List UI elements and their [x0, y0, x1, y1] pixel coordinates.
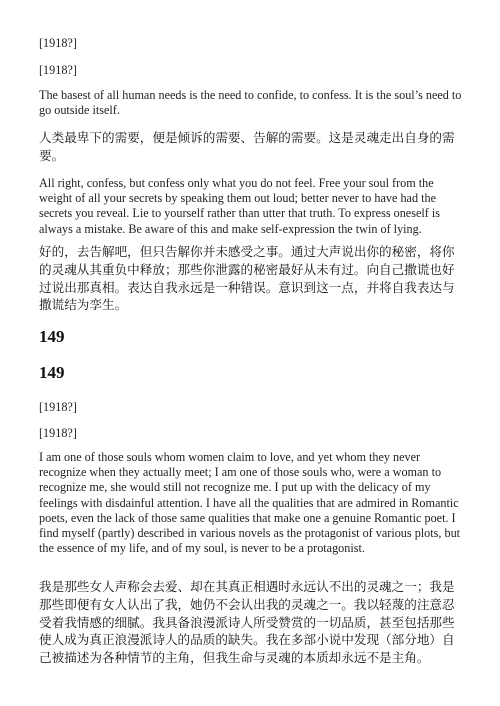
section-number: 149 [39, 327, 65, 346]
entry-date: [1918?] [39, 36, 77, 50]
paragraph-english: The basest of all human needs is the need to confide, to confess. It is the soul’s need to go outside itself. [39, 88, 462, 118]
entry-date: [1918?] [39, 63, 77, 77]
entry-date: [1918?] [39, 400, 77, 414]
paragraph-chinese: 好的，去告解吧，但只告解你并未感受之事。通过大声说出你的秘密，将你的灵魂从其重负中释放；那些你泄露的秘密最好从未有过。向自己撒谎也好过说出那真相。表达自我永远是一种错误。意识到这一点，并将自我表达与撒谎结为孪生。 [39, 244, 455, 313]
section-number: 149 [39, 363, 65, 382]
paragraph-chinese: 我是那些女人声称会去爱、却在其真正相遇时永远认不出的灵魂之一；我是那些即便有女人认出了我，她仍不会认出我的灵魂之一。我以轻蔑的注意忍受着我情感的细腻。我具备浪漫派诗人所受赞赏的一切品质，甚至包括那些使人成为真正浪漫派诗人的品质的缺失。我在多部小说中发现（部分地）自己被描述为各种情节的主角，但我生命与灵魂的本质却永远不是主角。 [39, 579, 455, 666]
entry-date: [1918?] [39, 426, 77, 440]
paragraph-english: All right, confess, but confess only what you do not feel. Free your soul from the weight of all your secrets by speaking them out loud; better never to have had the secrets you reveal. Lie to yourself rather than utter that truth. To express oneself is always a mistake. Be aware of this and make self-expression the twin of lying. [39, 176, 440, 236]
paragraph-chinese: 人类最卑下的需要，便是倾诉的需要、告解的需要。这是灵魂走出自身的需要。 [39, 130, 455, 163]
paragraph-english: I am one of those souls whom women claim to love, and yet whom they never recognize when they actually meet; I am one of those souls who, were a woman to recognize me, she would still not recognize me. I put up with the delicacy of my feelings with disdainful attention. I have all the qualities that are admired in Romantic poets, even the lack of those same qualities that make one a genuine Romantic poet. I find myself (partly) described in various novels as the protagonist of various plots, but the essence of my life, and of my soul, is never to be a protagonist. [39, 450, 461, 556]
